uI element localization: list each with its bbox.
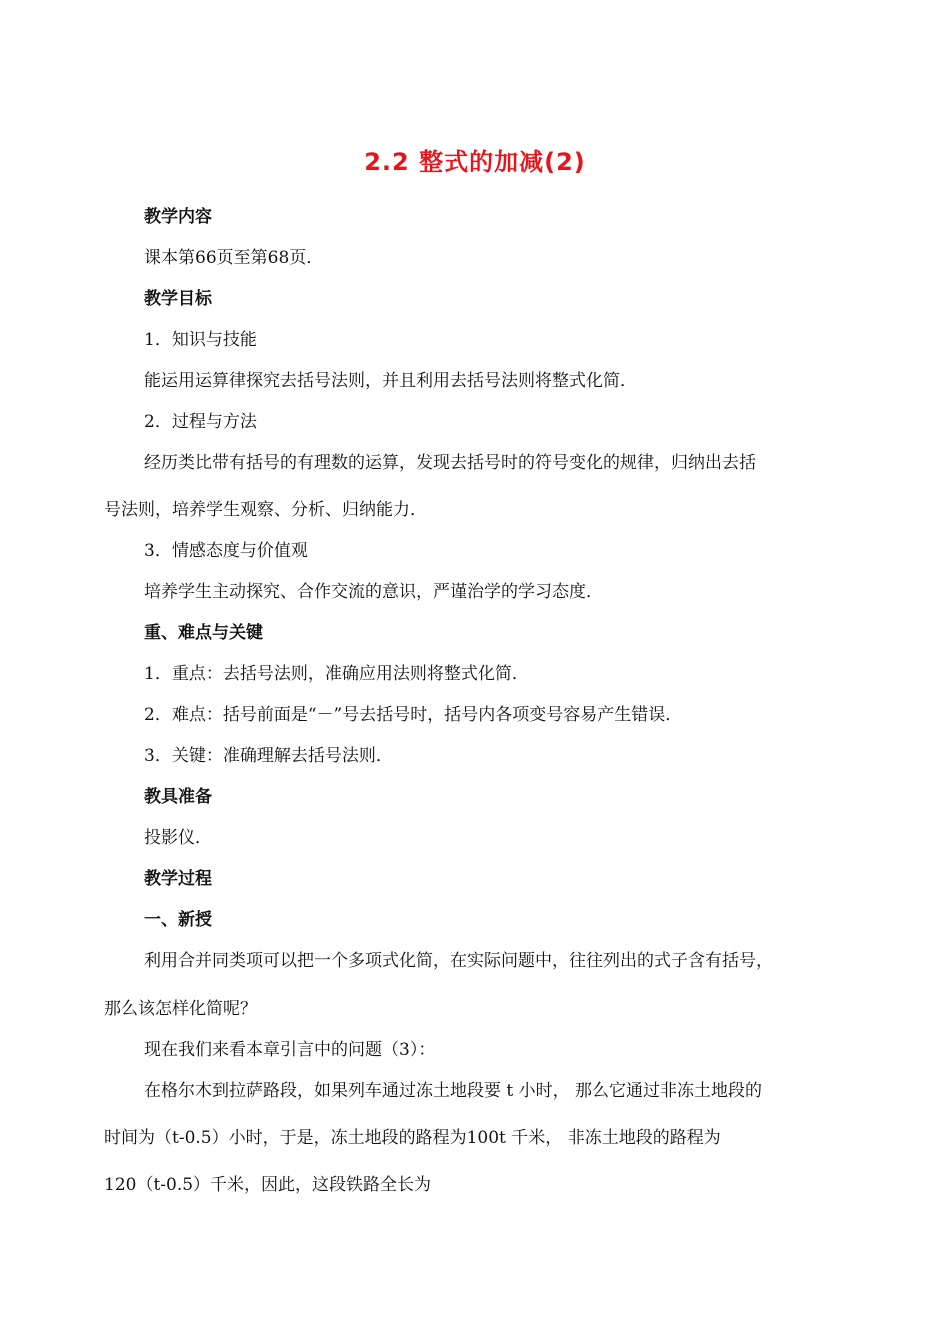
paragraph: 培养学生主动探究、合作交流的意识，严谨治学的学习态度．: [144, 582, 603, 602]
paragraph: 课本第66页至第68页．: [144, 248, 324, 268]
paragraph: 能运用运算律探究去括号法则，并且利用去括号法则将整式化简．: [144, 371, 637, 391]
paragraph: 2．难点：括号前面是“－”号去括号时，括号内各项变号容易产生错误．: [144, 705, 683, 725]
paragraph: 1．知识与技能: [144, 330, 257, 350]
paragraph: 在格尔木到拉萨路段，如果列车通过冻土地段要 t 小时， 那么它通过非冻土地段的: [144, 1081, 763, 1101]
paragraph: 经历类比带有括号的有理数的运算，发现去括号时的符号变化的规律，归纳出去括: [144, 453, 756, 473]
paragraph: 1．重点：去括号法则，准确应用法则将整式化简．: [144, 664, 529, 684]
paragraph: 利用合并同类项可以把一个多项式化简，在实际问题中，往往列出的式子含有括号，: [144, 951, 773, 971]
paragraph: 2．过程与方法: [144, 412, 257, 432]
paragraph: 投影仪．: [144, 828, 212, 848]
heading-teaching-objectives: 教学目标: [144, 289, 212, 309]
paragraph: 现在我们来看本章引言中的问题（3）：: [144, 1040, 436, 1060]
heading-new-lesson: 一、新授: [144, 910, 212, 930]
paragraph: 120（t-0.5）千米，因此，这段铁路全长为: [104, 1175, 432, 1195]
heading-teaching-aids: 教具准备: [144, 787, 212, 807]
heading-key-points: 重、难点与关键: [144, 623, 263, 643]
paragraph: 时间为（t-0.5）小时，于是，冻土地段的路程为100t 千米， 非冻土地段的路程为: [104, 1128, 721, 1148]
paragraph: 3．关键：准确理解去括号法则．: [144, 746, 393, 766]
page-title: 2.2 整式的加减(2): [364, 148, 586, 176]
paragraph: 号法则，培养学生观察、分析、归纳能力．: [104, 500, 427, 520]
heading-teaching-process: 教学过程: [144, 869, 212, 889]
paragraph: 3．情感态度与价值观: [144, 541, 308, 561]
heading-teaching-content: 教学内容: [144, 207, 212, 227]
paragraph: 那么该怎样化简呢？: [104, 999, 257, 1019]
